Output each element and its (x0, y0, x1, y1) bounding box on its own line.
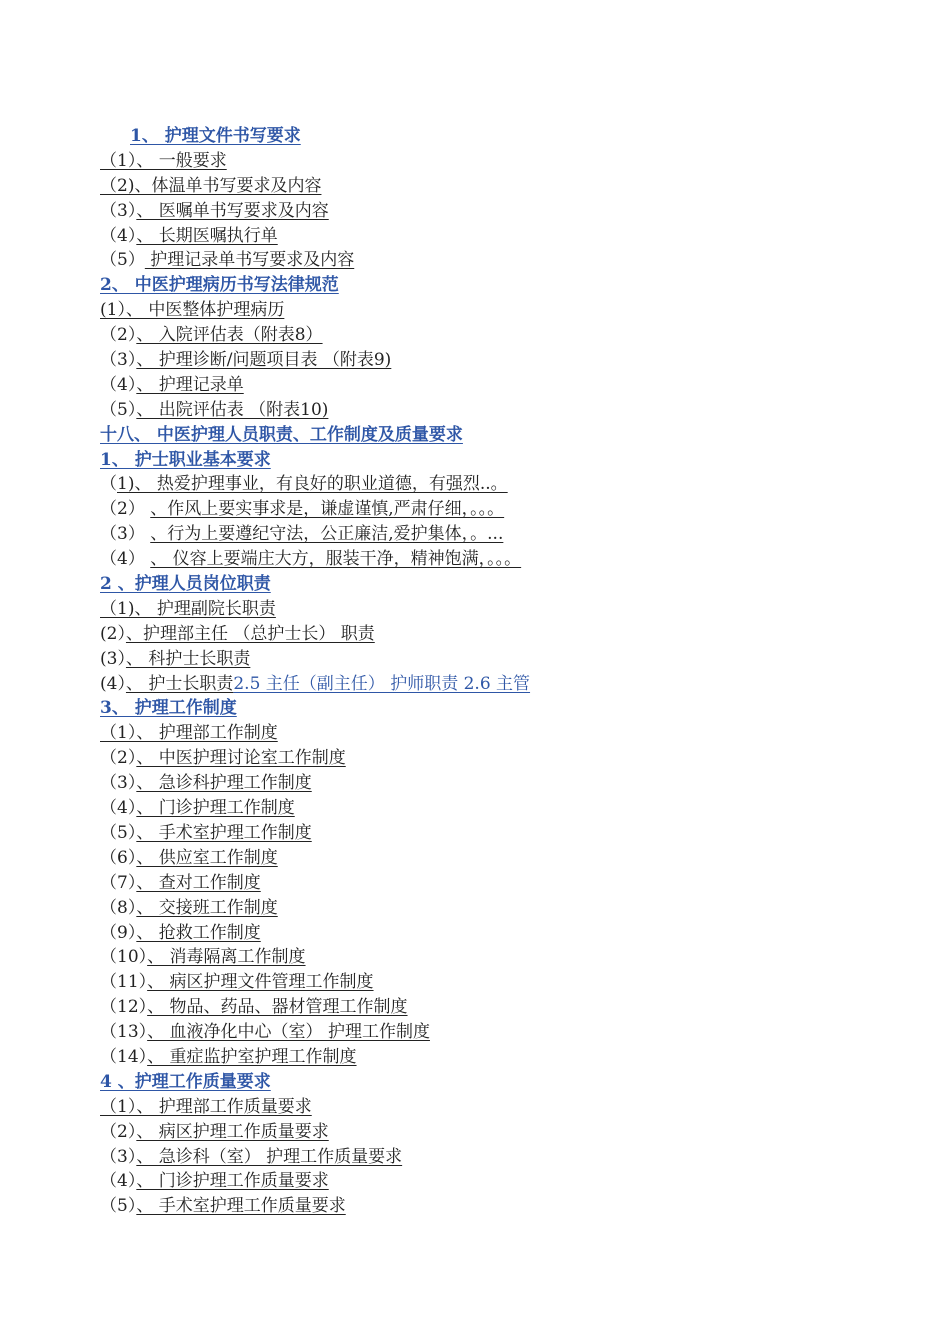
toc-heading[interactable] (100, 696, 920, 721)
toc-entry-link[interactable]: 、 急诊科（室） 护理工作质量要求 (136, 1146, 403, 1167)
toc-entry[interactable] (100, 796, 920, 821)
toc-entry-link[interactable]: 3、 护理工作制度 (100, 698, 237, 719)
toc-entry-link[interactable]: 、 手术室护理工作质量要求 (136, 1196, 346, 1217)
toc-entry-number: （4） (100, 798, 137, 819)
toc-entry[interactable] (100, 323, 920, 348)
toc-entry[interactable] (100, 1020, 920, 1045)
toc-entry-link[interactable]: 、 入院评估表（附表8） (136, 325, 323, 346)
toc-entry-link[interactable]: 、 重症监护室护理工作制度 (147, 1046, 357, 1067)
toc-entry[interactable] (100, 970, 920, 995)
toc-entry-link[interactable]: 、 门诊护理工作质量要求 (136, 1171, 329, 1192)
toc-entry-link[interactable]: 、 长期医嘱执行单 (136, 225, 278, 246)
toc-heading[interactable] (100, 572, 920, 597)
toc-entry-link[interactable]: （1）、 一般要求 (100, 150, 227, 171)
toc-entry[interactable] (100, 597, 920, 622)
toc-entry-link[interactable]: 、 护士长职责 (125, 673, 234, 694)
toc-entry[interactable] (100, 472, 920, 497)
toc-entry-link[interactable]: （2)、体温单书写要求及内容 (100, 175, 322, 196)
toc-entry-number: （8） (100, 897, 137, 918)
toc-entry[interactable] (100, 846, 920, 871)
toc-entry[interactable] (100, 398, 920, 423)
toc-entry[interactable] (100, 1145, 920, 1170)
toc-entry-link[interactable]: 、行为上要遵纪守法，公正廉洁,爱护集体，。... (150, 524, 504, 545)
toc-entry-number: (3） (100, 648, 126, 669)
toc-entry-number: （12） (100, 997, 148, 1018)
toc-entry-number: （6） (100, 847, 137, 868)
toc-entry-link[interactable]: 、 门诊护理工作制度 (136, 798, 295, 819)
toc-entry-link[interactable]: 、 急诊科护理工作制度 (136, 773, 312, 794)
toc-entry-link[interactable]: 、 中医护理讨论室工作制度 (136, 748, 346, 769)
toc-entry-link[interactable]: 、 医嘱单书写要求及内容 (136, 200, 329, 221)
toc-entry[interactable] (100, 896, 920, 921)
toc-entry-number: （3） (100, 200, 137, 221)
toc-entry[interactable] (100, 547, 920, 572)
toc-entry-number: （5） (100, 399, 137, 420)
toc-entry[interactable] (100, 1045, 920, 1070)
toc-entry[interactable] (100, 821, 920, 846)
toc-heading[interactable] (100, 423, 920, 448)
toc-entry-link[interactable]: （1）、 护理部工作质量要求 (100, 1096, 312, 1117)
toc-entry[interactable] (100, 497, 920, 522)
toc-entry-continuation-link[interactable]: 2.5 主任（副主任） 护师职责 2.6 主管 (233, 673, 531, 694)
toc-entry-link[interactable]: 、 交接班工作制度 (136, 897, 278, 918)
toc-entry-link[interactable]: 4 、护理工作质量要求 (100, 1071, 271, 1092)
toc-entry-number: （10） (100, 947, 148, 968)
toc-entry-link[interactable]: 、 仪容上要端庄大方，服装干净，精神饱满，。。。 (150, 549, 522, 570)
toc-entry[interactable] (100, 1169, 920, 1194)
toc-entry-number: （4） (100, 374, 137, 395)
toc-heading[interactable] (100, 124, 920, 149)
toc-entry-number: （13） (100, 1022, 148, 1043)
toc-entry-link[interactable]: 、 物品、药品、器材管理工作制度 (147, 997, 408, 1018)
toc-entry-number: (2） (100, 623, 126, 644)
toc-entry-link[interactable]: 、 护理诊断/问题项目表 （附表9) (136, 350, 392, 371)
toc-entry[interactable] (100, 672, 920, 697)
toc-entry-number: （2） (100, 1121, 137, 1142)
toc-heading[interactable] (100, 273, 920, 298)
toc-entry[interactable] (100, 647, 920, 672)
toc-entry[interactable] (100, 224, 920, 249)
toc-entry-number: （2） (100, 748, 137, 769)
toc-entry[interactable] (100, 771, 920, 796)
toc-entry-number: （4） (100, 225, 137, 246)
toc-entry-link[interactable]: 、 护理记录单 (136, 374, 244, 395)
toc-entry-link[interactable]: 、 病区护理工作质量要求 (136, 1121, 329, 1142)
toc-entry[interactable] (100, 746, 920, 771)
toc-entry-link[interactable]: 、护理部主任 （总护士长） 职责 (125, 623, 375, 644)
toc-entry-number: （5） (100, 822, 137, 843)
toc-entry-link[interactable]: （1）、 护理部工作制度 (100, 723, 278, 744)
toc-entry-link[interactable]: 、 查对工作制度 (136, 872, 261, 893)
toc-entry-number: （4） (100, 549, 151, 570)
toc-entry-link[interactable]: （1)、 护理副院长职责 (100, 598, 276, 619)
toc-entry[interactable] (100, 149, 920, 174)
toc-entry[interactable] (100, 871, 920, 896)
toc-entry-link[interactable]: 十八、 中医护理人员职责、工作制度及质量要求 (100, 424, 463, 445)
toc-entry-number: （9） (100, 922, 137, 943)
toc-entry-number: （2） (100, 325, 137, 346)
toc-entry-number: （5） (100, 250, 145, 271)
toc-entry-link[interactable]: 1)、 热爱护理事业，有良好的职业道德，有强烈..。 (117, 474, 508, 495)
toc-entry[interactable] (100, 248, 920, 273)
toc-entry-link[interactable]: 1、 护理文件书写要求 (130, 126, 301, 146)
toc-entry-number: （5） (100, 1196, 137, 1217)
toc-entry-link[interactable]: 、 科护士长职责 (125, 648, 251, 669)
toc-entry[interactable] (100, 1120, 920, 1145)
toc-entry-number: （3） (100, 773, 137, 794)
toc-entry[interactable] (100, 995, 920, 1020)
toc-entry[interactable] (100, 174, 920, 199)
toc-entry-link[interactable]: 2、 中医护理病历书写法律规范 (100, 275, 339, 296)
toc-entry[interactable] (100, 622, 920, 647)
toc-entry-number: （2） (100, 499, 151, 520)
toc-entry-link[interactable]: 护理记录单书写要求及内容 (144, 250, 355, 271)
toc-entry-number: （14） (100, 1046, 148, 1067)
toc-entry-link[interactable]: 2 、护理人员岗位职责 (100, 574, 271, 595)
table-of-contents (100, 124, 920, 1219)
toc-entry-link[interactable]: 1、 护士职业基本要求 (100, 449, 271, 470)
toc-entry-link[interactable]: 、 出院评估表 （附表10) (136, 399, 329, 420)
toc-entry[interactable] (100, 298, 920, 323)
toc-entry-number: （3） (100, 524, 151, 545)
toc-entry[interactable] (100, 348, 920, 373)
toc-entry-number: （3） (100, 350, 137, 371)
toc-entry-link[interactable]: 、 血液净化中心（室） 护理工作制度 (147, 1022, 430, 1043)
toc-entry[interactable] (100, 921, 920, 946)
toc-entry-number: （3） (100, 1146, 137, 1167)
toc-entry-link[interactable]: 、 消毒隔离工作制度 (147, 947, 306, 968)
toc-heading[interactable] (100, 448, 920, 473)
toc-entry-link[interactable]: 、 供应室工作制度 (136, 847, 278, 868)
toc-entry-link[interactable]: (1）、 中医整体护理病历 (100, 300, 285, 321)
toc-entry[interactable] (100, 373, 920, 398)
toc-entry-number: (4） (100, 673, 126, 694)
toc-entry-number: （ (100, 474, 117, 495)
toc-entry[interactable] (100, 721, 920, 746)
toc-entry[interactable] (100, 199, 920, 224)
toc-entry-number: （7） (100, 872, 137, 893)
toc-entry-link[interactable]: 、 病区护理文件管理工作制度 (147, 972, 374, 993)
toc-entry[interactable] (100, 1095, 920, 1120)
toc-entry[interactable] (100, 522, 920, 547)
toc-entry-link[interactable]: 、 手术室护理工作制度 (136, 822, 312, 843)
toc-heading[interactable] (100, 1070, 920, 1095)
toc-entry-number: （11） (100, 972, 148, 993)
toc-entry-link[interactable]: 、 抢救工作制度 (136, 922, 261, 943)
toc-entry[interactable] (100, 1194, 920, 1219)
toc-entry-link[interactable]: 、作风上要实事求是，谦虚谨慎,严肃仔细，。。。 (150, 499, 505, 520)
toc-entry[interactable] (100, 945, 920, 970)
toc-entry-number: （4） (100, 1171, 137, 1192)
